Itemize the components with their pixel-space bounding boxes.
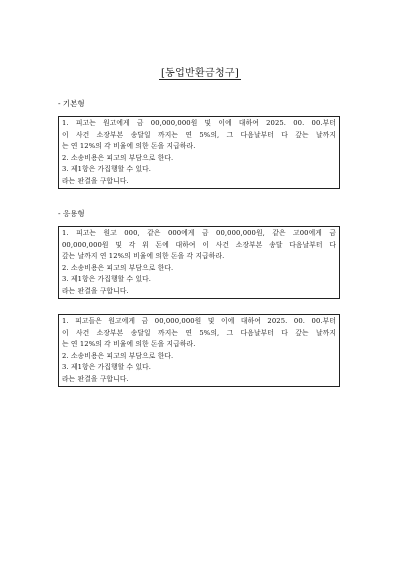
- document-title: [0, 64, 400, 79]
- claim-line: 3. 제1항은 가집행할 수 있다.: [62, 275, 152, 284]
- claim-line: 1. 피고들은 원고에게 금 00,000,000원 및 이에 대하여 2025. 00. 00.부터: [62, 317, 336, 325]
- claim-line: 1. 피고는 원고에게 금 00,000,000원 및 이에 대하여 2025. 00. 00.부터: [62, 119, 336, 127]
- claim-line: 2. 소송비용은 피고의 부담으로 한다.: [62, 351, 174, 360]
- claim-line: 2. 소송비용은 피고의 부담으로 한다.: [62, 153, 174, 162]
- claim-line: 2. 소송비용은 피고의 부담으로 한다.: [62, 263, 174, 272]
- claim-line: 1. 피고는 원고 000, 같은 000에게 금 00,000,000원, 같은 고00에게 금: [62, 229, 336, 237]
- claim-line: 3. 제1항은 가집행할 수 있다.: [62, 363, 152, 372]
- claim-line: 는 연 12%의 각 비율에 의한 돈을 지급하라.: [62, 340, 196, 349]
- claim-line: 라는 판결을 구합니다.: [62, 286, 129, 295]
- applied-section-label: - 응용형: [58, 209, 85, 218]
- claim-line: 갚는 날까지 연 12%의 비율에 의한 돈을 각 지급하라.: [62, 252, 225, 261]
- claim-line: 이 사건 소장부본 송달일 까지는 연 5%의, 그 다음날부터 다 갚는 날까지: [62, 328, 336, 337]
- applied-claim-box-1: [58, 226, 340, 299]
- basic-section-label: - 기본형: [58, 99, 85, 108]
- claim-line: 3. 제1항은 가집행할 수 있다.: [62, 165, 152, 174]
- basic-claim-box: [58, 116, 340, 189]
- claim-line: 라는 판결을 구합니다.: [62, 374, 129, 383]
- claim-line: 00,000,000원 및 각 위 돈에 대하여 이 사건 소장부본 송달 다음날부터 다: [62, 240, 336, 249]
- title-text: [동업반환금청구]: [160, 68, 240, 79]
- claim-line: 라는 판결을 구합니다.: [62, 176, 129, 185]
- applied-claim-box-2: [58, 314, 340, 387]
- claim-line: 는 연 12%의 각 비율에 의한 돈을 지급하라.: [62, 142, 196, 151]
- claim-line: 이 사건 소장부본 송달일 까지는 연 5%의, 그 다음날부터 다 갚는 날까지: [62, 130, 336, 139]
